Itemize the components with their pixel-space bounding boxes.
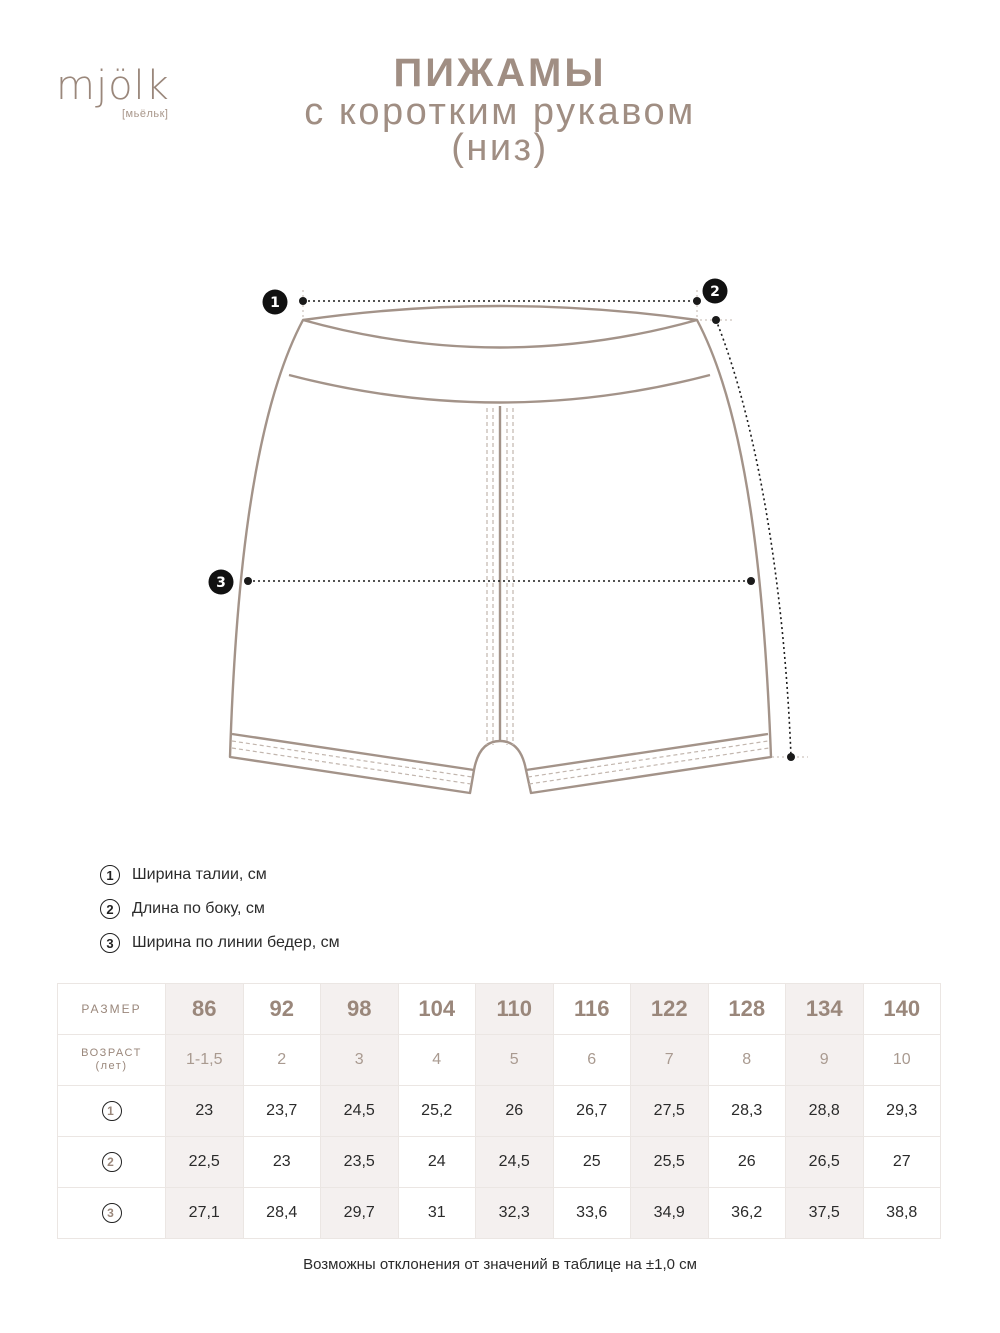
- size-cell: 110: [496, 996, 532, 1021]
- value-cell: 25,2: [421, 1102, 453, 1119]
- marker-1: [263, 290, 288, 315]
- row-number: 3: [102, 1203, 122, 1223]
- value-cell: 29,7: [343, 1204, 375, 1221]
- marker-3: [209, 570, 234, 595]
- legend-text: Ширина по линии бедер, см: [132, 934, 340, 951]
- value-cell: 25,5: [653, 1153, 685, 1170]
- age-cell: 9: [819, 1051, 829, 1068]
- marker-1-label: 1: [270, 295, 280, 311]
- right-hem: [526, 734, 768, 770]
- size-cell: 140: [883, 996, 921, 1021]
- left-hem: [232, 734, 474, 770]
- value-cell: 26: [505, 1102, 524, 1119]
- legend-text: Ширина талии, см: [132, 866, 267, 883]
- measure-row-3: [58, 1188, 941, 1239]
- measurement-legend: [100, 858, 340, 960]
- age-cell: 7: [664, 1051, 674, 1068]
- value-cell: 33,6: [576, 1204, 608, 1221]
- legend-item: [100, 926, 340, 960]
- size-cell: 86: [192, 996, 217, 1021]
- value-cell: 23,5: [343, 1153, 375, 1170]
- measure-row-1: [58, 1086, 941, 1137]
- age-cell: 2: [277, 1051, 287, 1068]
- value-cell: 22,5: [188, 1153, 220, 1170]
- row-number: 1: [102, 1101, 122, 1121]
- age-cell: 6: [587, 1051, 597, 1068]
- value-cell: 36,2: [731, 1204, 763, 1221]
- age-row: [58, 1035, 941, 1086]
- brand-name: mjölk: [56, 63, 170, 109]
- value-cell: 31: [427, 1204, 446, 1221]
- size-cell: 116: [574, 996, 610, 1021]
- age-header-unit: (лет): [95, 1060, 128, 1072]
- age-cell: 4: [432, 1051, 442, 1068]
- marker-2: [703, 279, 728, 304]
- marker-2-label: 2: [710, 284, 720, 300]
- legend-number: 1: [100, 865, 120, 885]
- value-cell: 27,1: [188, 1204, 220, 1221]
- value-cell: 23,7: [266, 1102, 298, 1119]
- value-cell: 24,5: [343, 1102, 375, 1119]
- value-cell: 37,5: [808, 1204, 840, 1221]
- measure-row-2: [58, 1137, 941, 1188]
- size-header: РАЗМЕР: [58, 984, 166, 1035]
- marker-3-label: 3: [216, 575, 226, 591]
- value-cell: 27,5: [653, 1102, 685, 1119]
- value-cell: 26,7: [576, 1102, 608, 1119]
- size-cell: 128: [728, 996, 766, 1021]
- value-cell: 23: [272, 1153, 291, 1170]
- legend-item: [100, 858, 340, 892]
- size-row: [58, 984, 941, 1035]
- value-cell: 28,8: [808, 1102, 840, 1119]
- page-title: ПИЖАМЫ: [393, 51, 607, 95]
- value-cell: 32,3: [498, 1204, 530, 1221]
- age-cell: 10: [892, 1051, 911, 1068]
- age-header: ВОЗРАСТ: [81, 1047, 142, 1059]
- size-cell: 98: [347, 996, 372, 1021]
- age-cell: 8: [742, 1051, 752, 1068]
- value-cell: 26: [737, 1153, 756, 1170]
- value-cell: 28,4: [266, 1204, 298, 1221]
- page-subtitle-2: (низ): [451, 127, 549, 169]
- brand-subtitle: [мьёльк]: [122, 108, 169, 120]
- value-cell: 28,3: [731, 1102, 763, 1119]
- value-cell: 23: [195, 1102, 214, 1119]
- row-number: 2: [102, 1152, 122, 1172]
- value-cell: 27: [892, 1153, 911, 1170]
- legend-text: Длина по боку, см: [132, 900, 265, 917]
- value-cell: 29,3: [886, 1102, 918, 1119]
- value-cell: 34,9: [653, 1204, 685, 1221]
- waistband-bottom: [289, 375, 710, 403]
- size-cell: 104: [418, 996, 456, 1021]
- value-cell: 26,5: [808, 1153, 840, 1170]
- legend-number: 3: [100, 933, 120, 953]
- size-cell: 92: [269, 996, 294, 1021]
- page-subtitle: с коротким рукавом: [304, 91, 696, 133]
- age-cell: 5: [509, 1051, 519, 1068]
- size-table: [57, 983, 941, 1239]
- value-cell: 38,8: [886, 1204, 918, 1221]
- age-cell: 3: [354, 1051, 364, 1068]
- size-cell: 122: [650, 996, 688, 1021]
- value-cell: 24,5: [498, 1153, 530, 1170]
- legend-number: 2: [100, 899, 120, 919]
- legend-item: [100, 892, 340, 926]
- value-cell: 25: [582, 1153, 601, 1170]
- value-cell: 24: [427, 1153, 446, 1170]
- waistband-top: [303, 320, 697, 348]
- age-cell: 1-1,5: [186, 1051, 223, 1068]
- tolerance-note: Возможны отклонения от значений в таблице на ±1,0 см: [303, 1256, 697, 1273]
- size-cell: 134: [805, 996, 843, 1021]
